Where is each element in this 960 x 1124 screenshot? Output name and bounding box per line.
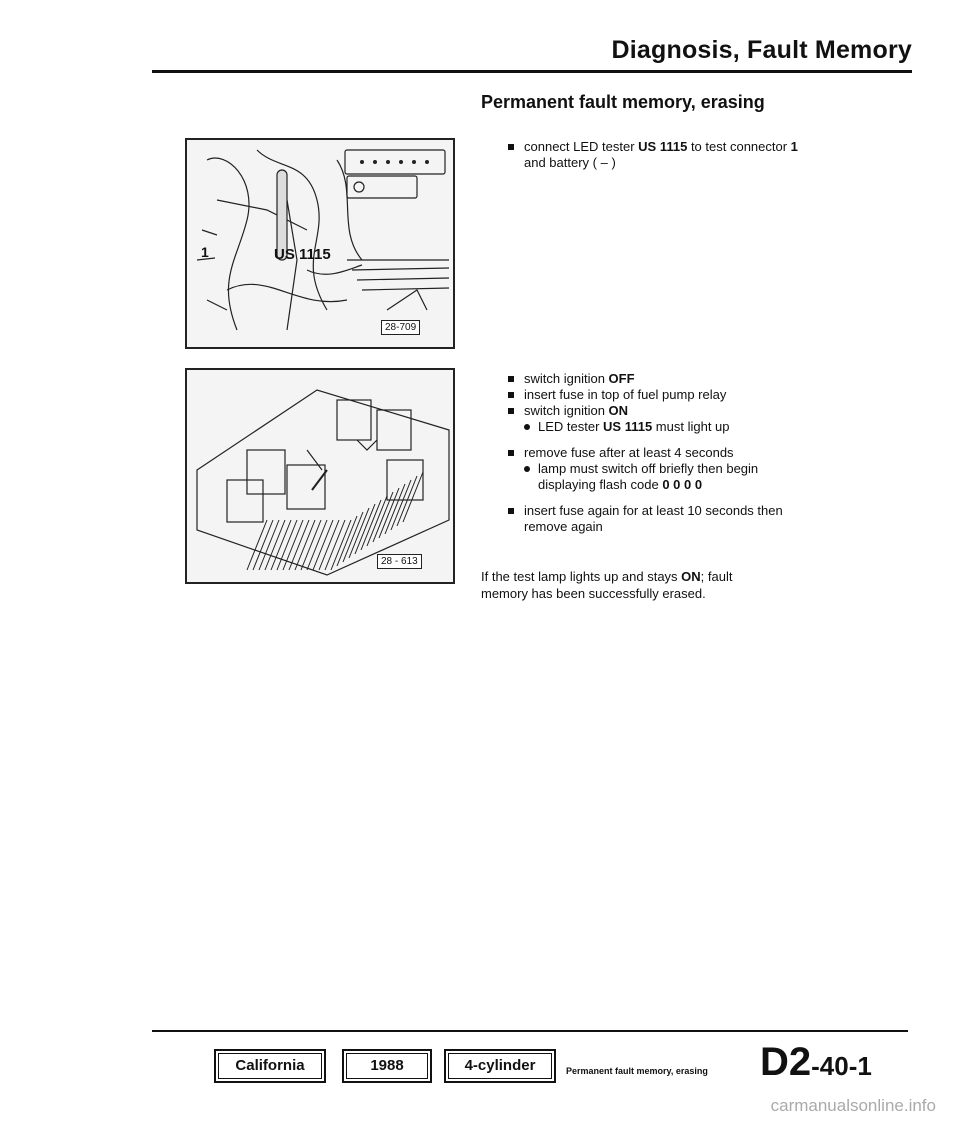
connector-callout: 1 (201, 244, 209, 260)
list-item: remove fuse after at least 4 seconds (508, 445, 908, 461)
list-item: insert fuse again for at least 10 seconds then (508, 503, 908, 519)
footer-badge-california: California (214, 1049, 326, 1083)
figure-relay-panel (185, 368, 455, 584)
result-paragraph: If the test lamp lights up and stays ON; fault memory has been successfully erased. (481, 569, 733, 601)
list-item-continuation: and battery ( – ) (524, 155, 616, 170)
footer-caption: Permanent fault memory, erasing (566, 1066, 708, 1076)
relay-panel-illustration (187, 370, 453, 582)
bullet-square-icon (508, 392, 514, 398)
footer-badge-engine: 4-cylinder (444, 1049, 556, 1083)
bullet-square-icon (508, 408, 514, 414)
tester-label: US 1115 (274, 246, 331, 263)
bullet-dot-icon (524, 424, 530, 430)
footer-rule (152, 1030, 908, 1032)
bullet-square-icon (508, 376, 514, 382)
section-title: Permanent fault memory, erasing (481, 92, 765, 112)
figure-tag: 28-709 (381, 320, 420, 335)
page-header-title: Diagnosis, Fault Memory (611, 36, 912, 64)
bullet-dot-icon (524, 466, 530, 472)
bullet-square-icon (508, 508, 514, 514)
steps-connect (508, 139, 908, 171)
page-code: D2-40-1 (760, 1040, 872, 1084)
sub-list-continuation: displaying flash code 0 0 0 0 (538, 477, 703, 492)
list-item: insert fuse in top of fuel pump relay (508, 387, 908, 403)
watermark: carmanualsonline.info (770, 1096, 936, 1115)
list-item: switch ignition ON (508, 403, 908, 419)
steps-erase (508, 371, 908, 535)
figure-tag: 28 - 613 (377, 554, 422, 569)
bullet-square-icon (508, 144, 514, 150)
sub-list-item: lamp must switch off briefly then begin (508, 461, 908, 477)
figure-led-tester-connection (185, 138, 455, 349)
footer-badge-year: 1988 (342, 1049, 432, 1083)
list-item-continuation: remove again (524, 519, 603, 534)
list-item: connect LED tester US 1115 to test connector 1 (508, 139, 908, 155)
sub-list-item: LED tester US 1115 must light up (508, 419, 908, 435)
bullet-square-icon (508, 450, 514, 456)
engine-bay-illustration (187, 140, 453, 347)
list-item: switch ignition OFF (508, 371, 908, 387)
header-rule (152, 70, 912, 73)
